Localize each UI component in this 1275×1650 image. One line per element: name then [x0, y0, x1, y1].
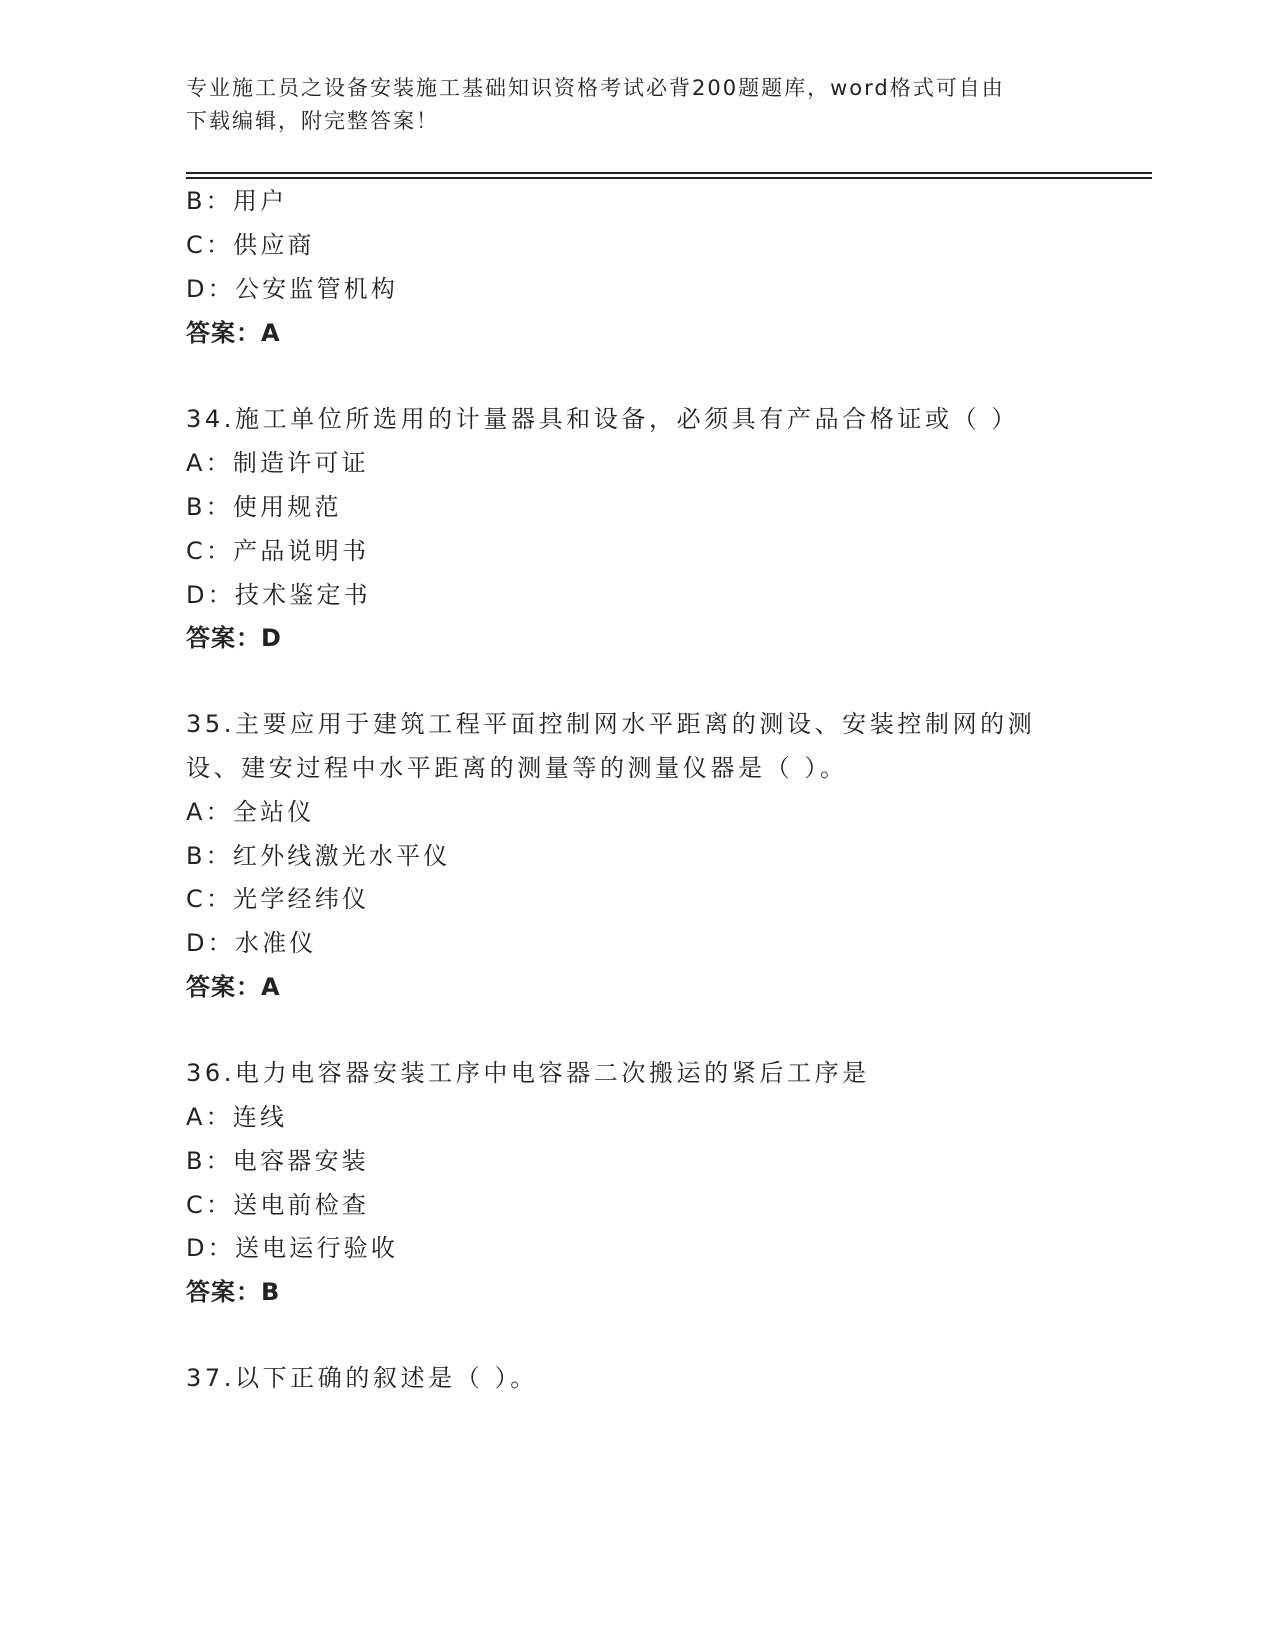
q36-option-b: B：电容器安装	[186, 1147, 369, 1175]
q35-answer: 答案：A	[186, 973, 281, 1001]
q35-option-c: C：光学经纬仪	[186, 885, 370, 913]
q35-question-line-1: 35.主要应用于建筑工程平面控制网水平距离的测设、安装控制网的测	[186, 710, 1036, 738]
q33-option-b: B：用户	[186, 187, 288, 215]
q34-option-d: D：技术鉴定书	[186, 581, 371, 609]
document-header	[186, 72, 1086, 138]
q34-option-c: C：产品说明书	[186, 537, 370, 565]
q33-option-c: C：供应商	[186, 231, 315, 259]
q36-option-d: D：送电运行验收	[186, 1234, 399, 1262]
q36-option-a: A：连线	[186, 1103, 288, 1131]
q34-answer: 答案：D	[186, 624, 282, 652]
q34-option-a: A：制造许可证	[186, 449, 369, 477]
q37-question: 37.以下正确的叙述是（ ）。	[186, 1364, 538, 1392]
q35-question-line-2: 设、建安过程中水平距离的测量等的测量仪器是（ ）。	[186, 754, 848, 782]
q36-question: 36.电力电容器安装工序中电容器二次搬运的紧后工序是	[186, 1059, 870, 1087]
q35-option-d: D：水准仪	[186, 929, 317, 957]
q35-option-a: A：全站仪	[186, 798, 315, 826]
q33-answer: 答案：A	[186, 319, 281, 347]
q34-option-b: B：使用规范	[186, 493, 342, 521]
q34-question: 34.施工单位所选用的计量器具和设备，必须具有产品合格证或（ ）	[186, 405, 1019, 433]
header-line-1: 专业施工员之设备安装施工基础知识资格考试必背200题题库，word格式可自由	[186, 76, 1005, 100]
header-divider-bottom	[186, 177, 1152, 179]
header-line-2: 下载编辑，附完整答案！	[186, 109, 439, 133]
q36-answer: 答案：B	[186, 1278, 281, 1306]
q33-option-d: D：公安监管机构	[186, 275, 399, 303]
header-divider-top	[186, 172, 1152, 174]
q36-option-c: C：送电前检查	[186, 1191, 370, 1219]
q35-option-b: B：红外线激光水平仪	[186, 842, 451, 870]
